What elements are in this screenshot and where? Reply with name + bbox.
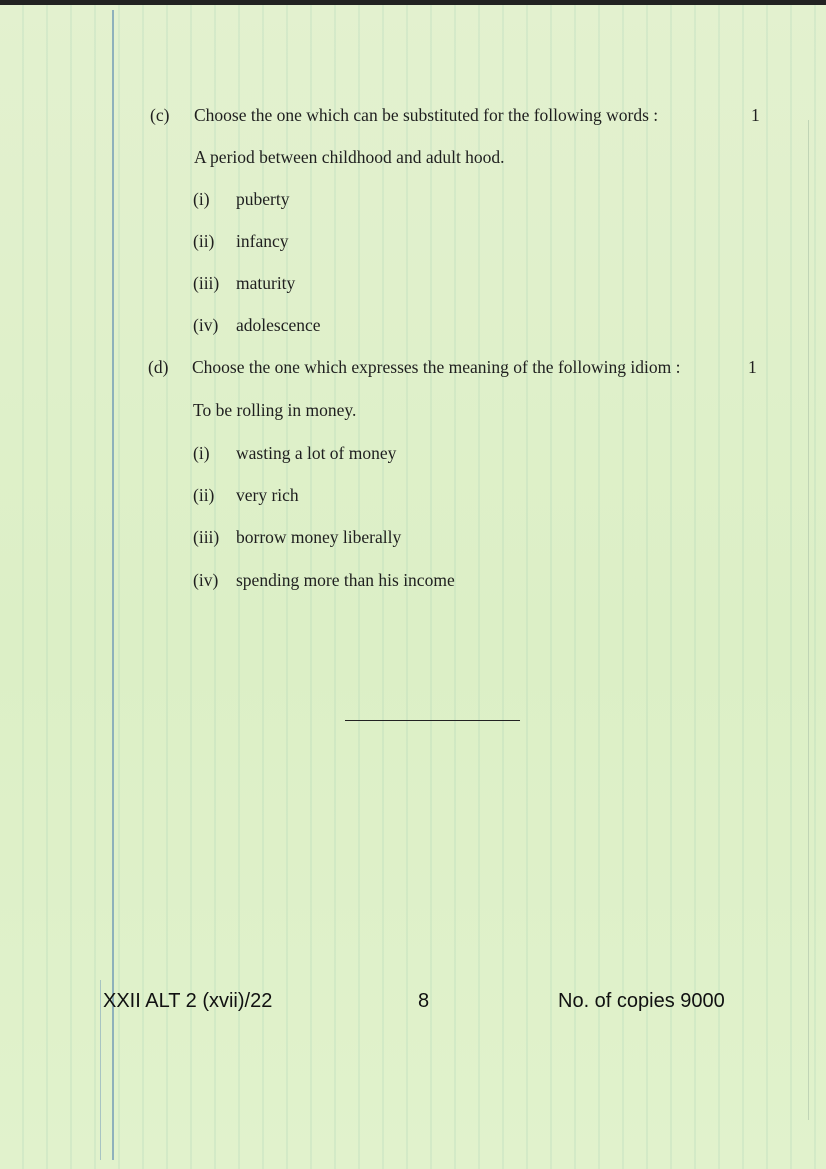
end-divider (345, 720, 520, 721)
question-c-stem: A period between childhood and adult hood. (194, 147, 505, 167)
option-item (193, 315, 321, 335)
question-c-marks: 1 (751, 105, 760, 125)
question-d-prompt (148, 357, 680, 377)
option-text: wasting a lot of money (236, 443, 397, 463)
question-label: (d) (148, 357, 169, 377)
scan-top-edge (0, 0, 826, 5)
option-item (193, 570, 455, 590)
option-number: (ii) (193, 485, 215, 505)
option-item (193, 231, 288, 251)
paper-code: XXII ALT 2 (xvii)/22 (103, 990, 273, 1012)
option-text: infancy (236, 231, 289, 251)
question-label: (c) (150, 105, 170, 125)
question-d-stem: To be rolling in money. (193, 400, 357, 420)
margin-line-secondary (100, 980, 101, 1160)
option-item (193, 443, 396, 463)
page-number: 8 (418, 990, 430, 1012)
question-d-marks: 1 (748, 357, 757, 377)
option-number: (i) (193, 189, 210, 209)
question-text: Choose the one which can be substituted for the following words : (194, 105, 659, 125)
option-item (193, 527, 401, 547)
margin-line (112, 10, 114, 1160)
option-number: (iii) (193, 527, 220, 547)
option-number: (iv) (193, 570, 219, 590)
option-number: (i) (193, 443, 210, 463)
option-text: borrow money liberally (236, 527, 402, 547)
option-text: very rich (236, 485, 299, 505)
option-number: (iv) (193, 315, 219, 335)
question-text: Choose the one which expresses the meaning of the following idiom : (192, 357, 681, 377)
option-text: adolescence (236, 315, 321, 335)
option-item (193, 273, 295, 293)
copies-count: No. of copies 9000 (558, 990, 725, 1012)
option-text: spending more than his income (236, 570, 455, 590)
option-item (193, 189, 289, 209)
option-number: (ii) (193, 231, 215, 251)
question-c-prompt (150, 105, 658, 125)
option-item (193, 485, 299, 505)
option-text: puberty (236, 189, 290, 209)
option-text: maturity (236, 273, 296, 293)
option-number: (iii) (193, 273, 220, 293)
page-edge-line (808, 120, 809, 1120)
